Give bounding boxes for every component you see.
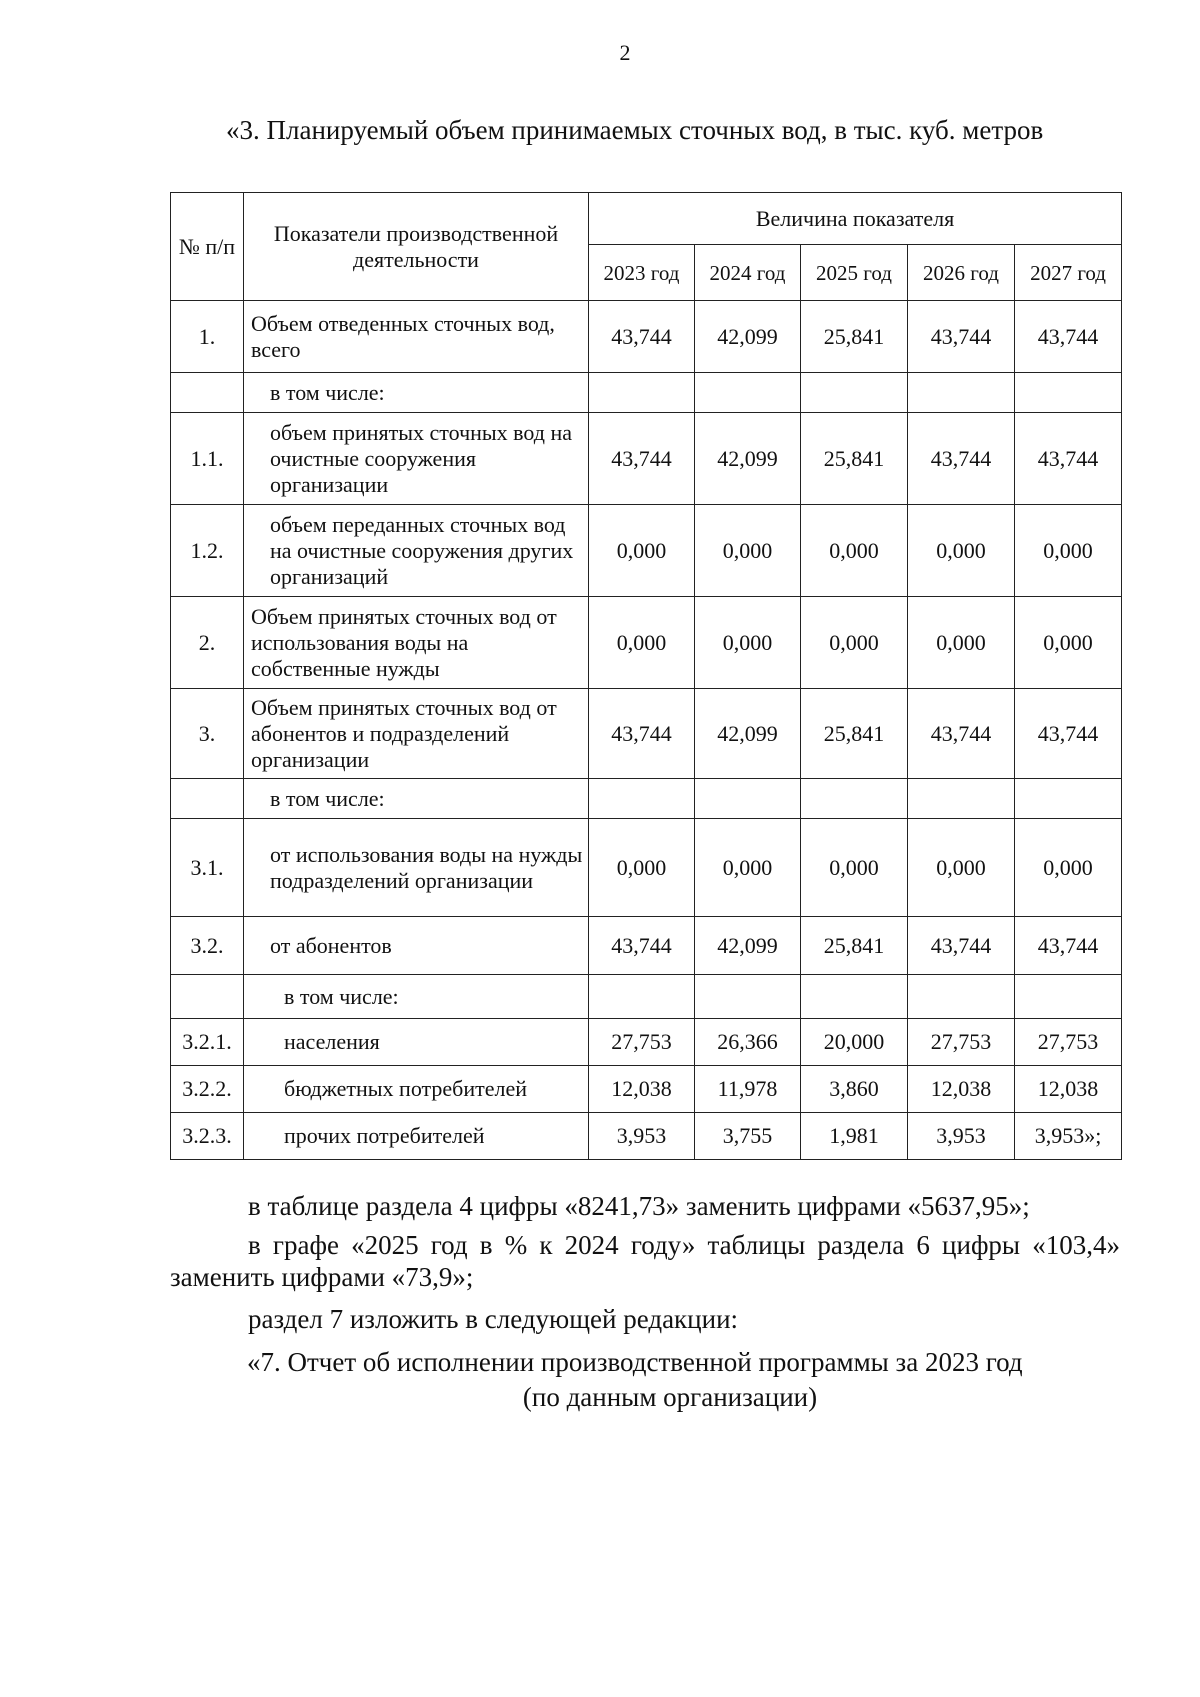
row-value: 43,744 — [589, 689, 695, 779]
row-label: в том числе: — [244, 373, 589, 413]
row-number — [171, 779, 244, 819]
table-row — [171, 779, 1122, 819]
row-value: 3,953 — [908, 1113, 1015, 1160]
row-value — [1015, 779, 1122, 819]
row-value: 25,841 — [801, 413, 908, 505]
row-number: 3.1. — [171, 819, 244, 917]
row-value — [589, 779, 695, 819]
paragraph-section4: в таблице раздела 4 цифры «8241,73» заменить цифрами «5637,95»; — [248, 1191, 1030, 1221]
row-value: 42,099 — [695, 413, 801, 505]
paragraph-section6: в графе «2025 год в % к 2024 году» таблицы раздела 6 цифры «103,4» заменить цифрами «73,9»; — [170, 1230, 1120, 1292]
row-label: населения — [244, 1019, 589, 1066]
row-value: 43,744 — [908, 689, 1015, 779]
row-value: 0,000 — [1015, 819, 1122, 917]
table-row — [171, 301, 1122, 373]
row-value: 43,744 — [908, 301, 1015, 373]
header-year: 2025 год — [801, 245, 908, 301]
row-label: от абонентов — [244, 917, 589, 975]
row-number — [171, 975, 244, 1019]
row-value: 43,744 — [1015, 301, 1122, 373]
row-number: 1. — [171, 301, 244, 373]
row-value — [908, 779, 1015, 819]
row-number — [171, 373, 244, 413]
row-value: 12,038 — [589, 1066, 695, 1113]
row-value: 0,000 — [695, 505, 801, 597]
row-value: 0,000 — [908, 505, 1015, 597]
table-row — [171, 689, 1122, 779]
row-value — [908, 975, 1015, 1019]
row-value — [908, 373, 1015, 413]
row-label: Объем отведенных сточных вод, всего — [244, 301, 589, 373]
row-number: 2. — [171, 597, 244, 689]
row-value: 0,000 — [695, 819, 801, 917]
row-value — [1015, 373, 1122, 413]
header-indicator: Показатели производственной деятельности — [244, 193, 589, 301]
row-number: 1.2. — [171, 505, 244, 597]
row-value: 0,000 — [589, 819, 695, 917]
row-value: 43,744 — [908, 413, 1015, 505]
row-value: 43,744 — [1015, 917, 1122, 975]
header-value-group: Величина показателя — [589, 193, 1122, 245]
row-value — [695, 975, 801, 1019]
row-value: 25,841 — [801, 917, 908, 975]
row-number: 3. — [171, 689, 244, 779]
row-number: 3.2. — [171, 917, 244, 975]
header-year: 2024 год — [695, 245, 801, 301]
row-label: прочих потребителей — [244, 1113, 589, 1160]
row-value: 43,744 — [589, 301, 695, 373]
section-heading: «3. Планируемый объем принимаемых сточных вод, в тыс. куб. метров — [226, 115, 1044, 145]
row-number: 1.1. — [171, 413, 244, 505]
row-value — [1015, 975, 1122, 1019]
row-value: 0,000 — [801, 505, 908, 597]
production-table — [170, 192, 1122, 1160]
row-number: 3.2.1. — [171, 1019, 244, 1066]
header-year: 2026 год — [908, 245, 1015, 301]
row-value: 43,744 — [1015, 689, 1122, 779]
row-value: 43,744 — [589, 413, 695, 505]
paragraph-section7-intro: раздел 7 изложить в следующей редакции: — [248, 1304, 739, 1334]
header-year: 2027 год — [1015, 245, 1122, 301]
row-value: 3,953»; — [1015, 1113, 1122, 1160]
row-number: 3.2.3. — [171, 1113, 244, 1160]
row-value — [801, 975, 908, 1019]
row-value: 25,841 — [801, 689, 908, 779]
row-value: 3,860 — [801, 1066, 908, 1113]
row-value: 26,366 — [695, 1019, 801, 1066]
row-value — [695, 779, 801, 819]
row-value: 42,099 — [695, 689, 801, 779]
row-label: объем переданных сточных вод на очистные сооружения других организаций — [244, 505, 589, 597]
row-value: 43,744 — [1015, 413, 1122, 505]
row-label: в том числе: — [244, 975, 589, 1019]
table-row — [171, 373, 1122, 413]
row-value: 0,000 — [589, 505, 695, 597]
table-row — [171, 1066, 1122, 1113]
table-row — [171, 1019, 1122, 1066]
row-value: 0,000 — [1015, 597, 1122, 689]
table-row — [171, 819, 1122, 917]
row-label: Объем принятых сточных вод от использования воды на собственные нужды — [244, 597, 589, 689]
row-value: 3,755 — [695, 1113, 801, 1160]
row-value: 25,841 — [801, 301, 908, 373]
row-value: 27,753 — [908, 1019, 1015, 1066]
table-row — [171, 917, 1122, 975]
row-value: 27,753 — [1015, 1019, 1122, 1066]
row-value: 42,099 — [695, 301, 801, 373]
section7-subtitle: (по данным организации) — [522, 1382, 818, 1412]
header-year: 2023 год — [589, 245, 695, 301]
row-value: 0,000 — [801, 597, 908, 689]
table-row — [171, 413, 1122, 505]
row-value: 27,753 — [589, 1019, 695, 1066]
row-value: 0,000 — [1015, 505, 1122, 597]
row-value: 43,744 — [908, 917, 1015, 975]
row-value: 3,953 — [589, 1113, 695, 1160]
row-label: объем принятых сточных вод на очистные сооружения организации — [244, 413, 589, 505]
row-value: 0,000 — [695, 597, 801, 689]
row-value: 20,000 — [801, 1019, 908, 1066]
row-value: 1,981 — [801, 1113, 908, 1160]
row-value: 42,099 — [695, 917, 801, 975]
row-value: 0,000 — [908, 819, 1015, 917]
row-value: 0,000 — [801, 819, 908, 917]
table-row — [171, 975, 1122, 1019]
table-row — [171, 1113, 1122, 1160]
section7-title: «7. Отчет об исполнении производственной программы за 2023 год — [247, 1347, 1023, 1377]
row-label: бюджетных потребителей — [244, 1066, 589, 1113]
row-value: 0,000 — [589, 597, 695, 689]
row-number: 3.2.2. — [171, 1066, 244, 1113]
row-value: 12,038 — [908, 1066, 1015, 1113]
row-label: от использования воды на нужды подразделений организации — [244, 819, 589, 917]
row-value: 12,038 — [1015, 1066, 1122, 1113]
row-label: Объем принятых сточных вод от абонентов и подразделений организации — [244, 689, 589, 779]
row-value: 11,978 — [695, 1066, 801, 1113]
row-value — [695, 373, 801, 413]
header-number: № п/п — [171, 193, 244, 301]
row-label: в том числе: — [244, 779, 589, 819]
row-value: 0,000 — [908, 597, 1015, 689]
page-number: 2 — [619, 40, 631, 65]
row-value — [801, 373, 908, 413]
table-row — [171, 597, 1122, 689]
row-value — [801, 779, 908, 819]
table-row — [171, 505, 1122, 597]
row-value — [589, 373, 695, 413]
row-value: 43,744 — [589, 917, 695, 975]
row-value — [589, 975, 695, 1019]
